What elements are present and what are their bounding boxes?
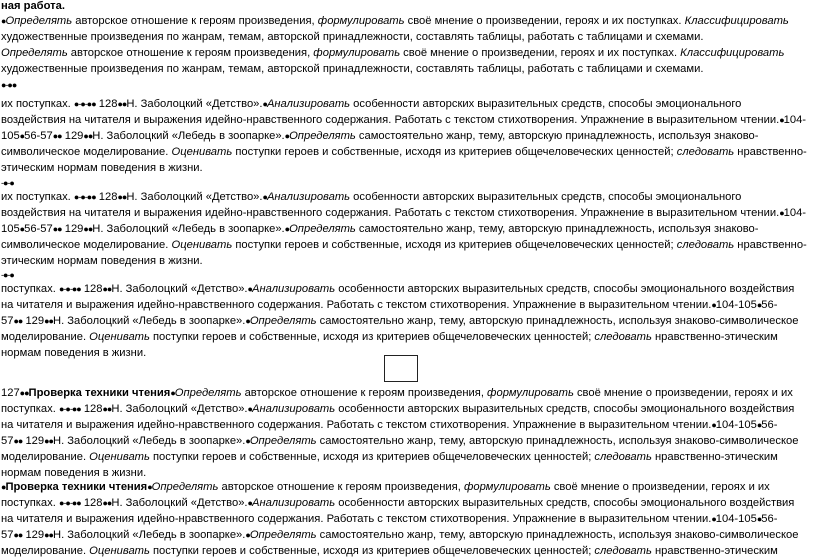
paragraph-line: этическим нормам поведения в жизни. bbox=[1, 255, 203, 267]
paragraph-line: поступках. ●-●-●● 128●●Н. Заболоцкий «Детство».●Анализировать особенности авторских выразительных средств, способы эмоционального воздействия bbox=[1, 283, 795, 295]
paragraph-line: ●Проверка техники чтения●Определять авторское отношение к героям произведения, формулировать своё мнение о произведении, героях и их bbox=[1, 481, 770, 493]
paragraph-line: символическое моделирование. Оценивать поступки героев и собственные, исходя из критериев общечеловеческих ценностей; следовать нравственно- bbox=[1, 239, 807, 251]
empty-frame bbox=[384, 355, 418, 382]
paragraph-line: символическое моделирование. Оценивать поступки героев и собственные, исходя из критериев общечеловеческих ценностей; следовать нравственно- bbox=[1, 146, 807, 158]
paragraph-line: воздействия на читателя и выражения идейно-нравственного содержания. Работать с текстом стихотворения. Упражнение в выразительном чтении.●104- bbox=[1, 114, 807, 126]
paragraph-line: на читателя и выражения идейно-нравственного содержания. Работать с текстом стихотворения. Упражнение в выразительном чтении.●104-105●56- bbox=[1, 513, 778, 525]
paragraph-line: их поступках. ●-●-●● 128●●Н. Заболоцкий «Детство».●Анализировать особенности авторских выразительных средств, способы эмоционального bbox=[1, 98, 742, 110]
paragraph-line: их поступках. ●-●-●● 128●●Н. Заболоцкий «Детство».●Анализировать особенности авторских выразительных средств, способы эмоционального bbox=[1, 191, 742, 203]
paragraph-line: 57●● 129●●Н. Заболоцкий «Лебедь в зоопарке».●Определять самостоятельно жанр, тему, авторскую принадлежность, используя знаково-символическое bbox=[1, 435, 799, 447]
paragraph-line: нормам поведения в жизни. bbox=[1, 467, 147, 479]
paragraph-line: художественные произведения по жанрам, темам, авторской принадлежности, составлять таблицы, работать с таблицами и схемами. bbox=[1, 31, 704, 43]
paragraph-line: нормам поведения в жизни. bbox=[1, 347, 147, 359]
paragraph-line: 127●●Проверка техники чтения●Определять авторское отношение к героям произведения, формулировать своё мнение о произведении, героях и их bbox=[1, 387, 793, 399]
paragraph-line: этическим нормам поведения в жизни. bbox=[1, 162, 203, 174]
paragraph-line: 105●56-57●● 129●●Н. Заболоцкий «Лебедь в зоопарке».●Определять самостоятельно жанр, тему, авторскую принадлежность, используя знаково- bbox=[1, 130, 759, 142]
paragraph-line: 105●56-57●● 129●●Н. Заболоцкий «Лебедь в зоопарке».●Определять самостоятельно жанр, тему, авторскую принадлежность, используя знаково- bbox=[1, 223, 759, 235]
paragraph-line: 57●● 129●●Н. Заболоцкий «Лебедь в зоопарке».●Определять самостоятельно жанр, тему, авторскую принадлежность, используя знаково-символическое bbox=[1, 315, 799, 327]
paragraph-line: -●-● bbox=[1, 270, 14, 280]
doc-header: ная работа. bbox=[1, 0, 65, 12]
paragraph-line: художественные произведения по жанрам, темам, авторской принадлежности, составлять таблицы, работать с таблицами и схемами. bbox=[1, 63, 704, 75]
paragraph-line: на читателя и выражения идейно-нравственного содержания. Работать с текстом стихотворения. Упражнение в выразительном чтении.●104-105●56- bbox=[1, 299, 778, 311]
paragraph-line: -●-● bbox=[1, 178, 14, 188]
paragraph-line: поступках. ●-●-●● 128●●Н. Заболоцкий «Детство».●Анализировать особенности авторских выразительных средств, способы эмоционального воздействия bbox=[1, 497, 795, 509]
paragraph-line: моделирование. Оценивать поступки героев и собственные, исходя из критериев общечеловеческих ценностей; следовать нравственно-этическим bbox=[1, 451, 778, 463]
paragraph-line: моделирование. Оценивать поступки героев и собственные, исходя из критериев общечеловеческих ценностей; следовать нравственно-этическим bbox=[1, 331, 778, 343]
paragraph-line: ●Определять авторское отношение к героям произведения, формулировать своё мнение о произведении, героях и их поступках. Классифицировать bbox=[1, 15, 789, 27]
paragraph-line: воздействия на читателя и выражения идейно-нравственного содержания. Работать с текстом стихотворения. Упражнение в выразительном чтении.●104- bbox=[1, 207, 807, 219]
paragraph-line: поступках. ●-●-●● 128●●Н. Заболоцкий «Детство».●Анализировать особенности авторских выразительных средств, способы эмоционального воздействия bbox=[1, 403, 795, 415]
paragraph-line: 57●● 129●●Н. Заболоцкий «Лебедь в зоопарке».●Определять самостоятельно жанр, тему, авторскую принадлежность, используя знаково-символическое bbox=[1, 529, 799, 541]
paragraph-line: моделирование. Оценивать поступки героев и собственные, исходя из критериев общечеловеческих ценностей; следовать нравственно-этическим bbox=[1, 545, 778, 557]
paragraph-line: ●-●● bbox=[1, 80, 17, 90]
paragraph-line: на читателя и выражения идейно-нравственного содержания. Работать с текстом стихотворения. Упражнение в выразительном чтении.●104-105●56- bbox=[1, 419, 778, 431]
paragraph-line: Определять авторское отношение к героям произведения, формулировать своё мнение о произведении, героях и их поступках. Классифицировать bbox=[1, 47, 785, 59]
